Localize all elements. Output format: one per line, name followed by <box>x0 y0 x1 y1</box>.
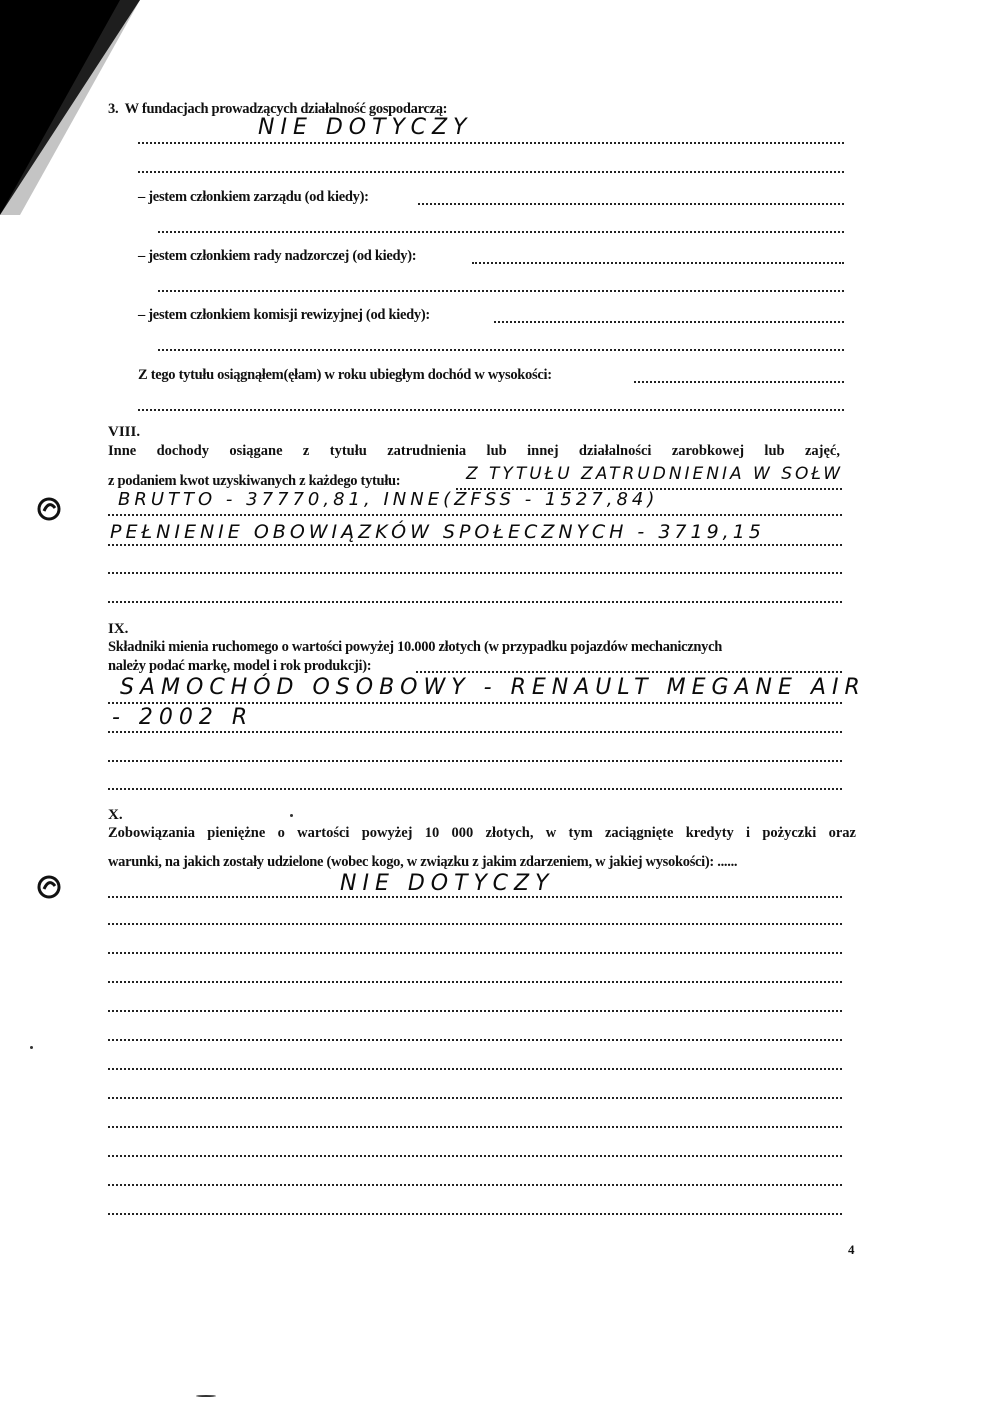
fill-line <box>108 601 842 603</box>
section-viii-line-2: z podaniem kwot uzyskiwanych z każdego tytułu: <box>108 473 401 489</box>
fill-line <box>108 1184 842 1186</box>
fill-line <box>108 788 842 790</box>
scan-speck <box>290 814 293 817</box>
item-number: 3. <box>108 101 119 117</box>
handwritten-income-2: BRUTTO - 37770,81, INNE(ZFSS - 1527,84) <box>118 489 659 510</box>
fill-line <box>108 896 842 898</box>
fill-line <box>108 923 842 925</box>
fill-line <box>494 321 844 323</box>
fill-line <box>108 981 842 983</box>
fill-line <box>108 1155 842 1157</box>
fill-line <box>158 349 844 351</box>
income-label: Z tego tytułu osiągnąłem(ęłam) w roku ubiegłym dochód w wysokości: <box>138 367 552 383</box>
circle-stamp-icon <box>36 874 62 900</box>
fill-line <box>108 572 842 574</box>
fill-line <box>472 262 844 264</box>
section-ix-heading: IX. <box>108 621 129 637</box>
fill-line <box>634 381 844 383</box>
item-3-title: W fundacjach prowadzących działalność gospodarczą: <box>124 101 448 117</box>
board-member-label: – jestem członkiem zarządu (od kiedy): <box>138 189 369 205</box>
supervisory-board-label: – jestem członkiem rady nadzorczej (od kiedy): <box>138 248 417 264</box>
fill-line <box>418 203 844 205</box>
section-viii-line-1: Inne dochody osiągane z tytułu zatrudnienia lub innej działalności zarobkowej lub zajęć, <box>108 443 840 459</box>
fill-line <box>158 290 844 292</box>
page-number: 4 <box>848 1242 855 1257</box>
fill-line <box>108 1068 842 1070</box>
fill-line <box>108 544 842 546</box>
section-viii-heading: VIII. <box>108 424 141 440</box>
section-ix-line-2: należy podać markę, model i rok produkcji): <box>108 658 372 674</box>
fill-line <box>108 1010 842 1012</box>
handwritten-vehicle-1: SAMOCHÓD OSOBOWY - RENAULT MEGANE AIR <box>120 675 866 700</box>
section-x-line-1: Zobowiązania pieniężne o wartości powyżej 10 000 złotych, w tym zaciągnięte kredyty i pożyczki oraz <box>108 825 856 841</box>
fill-line <box>108 760 842 762</box>
section-ix-line-1: Składniki mienia ruchomego o wartości powyżej 10.000 złotych (w przypadku pojazdów mechanicznych <box>108 639 723 655</box>
fill-line <box>138 142 844 144</box>
handwritten-vehicle-2: - 2002 R <box>112 705 254 730</box>
fill-line <box>108 1097 842 1099</box>
scan-speck <box>196 1395 216 1397</box>
fill-line <box>108 514 842 516</box>
section-x-line-2: warunki, na jakich zostały udzielone (wobec kogo, w związku z jakim zdarzeniem, w jakiej wysokości): ...... <box>108 854 738 870</box>
handwritten-income-1: Z TYTUŁU ZATRUDNIENIA W SOŁW <box>466 464 844 484</box>
circle-stamp-icon <box>36 496 62 522</box>
fill-line <box>108 952 842 954</box>
fill-line <box>108 702 842 704</box>
fill-line <box>108 1213 842 1215</box>
fill-line <box>108 731 842 733</box>
fill-line <box>416 671 842 673</box>
fill-line <box>158 231 844 233</box>
section-x-heading: X. <box>108 807 123 823</box>
handwritten-income-3: PEŁNIENIE OBOWIĄZKÓW SPOŁECZNYCH - 3719,15 <box>110 521 765 543</box>
fill-line <box>138 409 844 411</box>
handwritten-answer-not-applicable-2: NIE DOTYCZY <box>340 871 555 896</box>
scan-speck <box>30 1046 33 1049</box>
audit-committee-label: – jestem członkiem komisji rewizyjnej (od kiedy): <box>138 307 430 323</box>
fill-line <box>108 1039 842 1041</box>
fill-line <box>108 1126 842 1128</box>
fill-line <box>138 171 844 173</box>
handwritten-answer-not-applicable-1: NIE DOTYCZY <box>258 115 473 140</box>
